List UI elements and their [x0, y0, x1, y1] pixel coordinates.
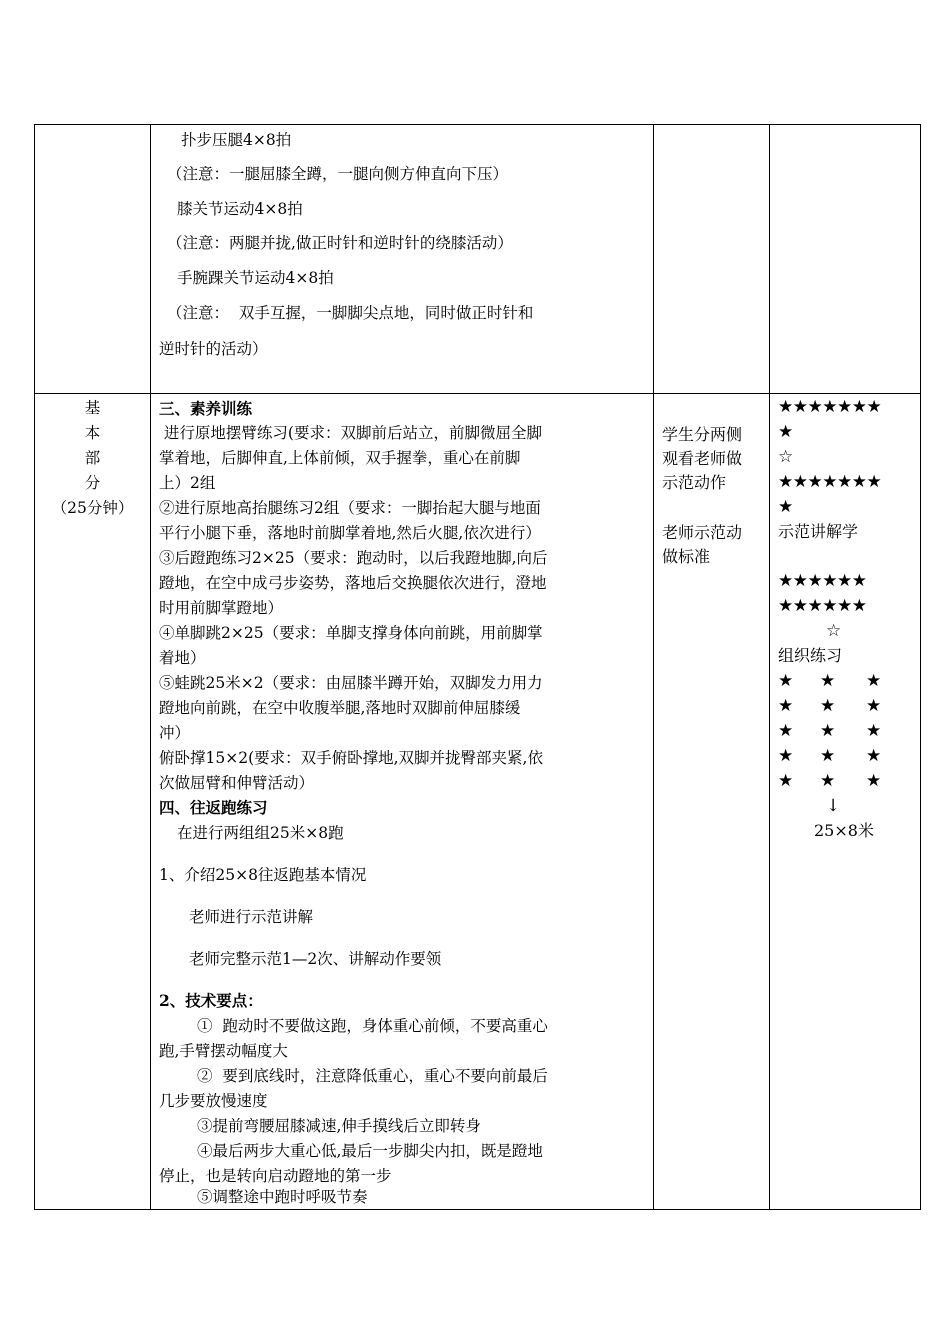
warmup-line-3: 膝关节运动4×8拍 [177, 200, 303, 218]
grid-row [778, 769, 881, 794]
student-line-3: 示范动作 [662, 473, 727, 492]
tech-line-7: 停止，也是转向启动蹬地的第一步 [159, 1167, 392, 1185]
warmup-line-4: （注意：两腿并拢,做正时针和逆时针的绕膝活动） [167, 234, 513, 252]
grid-star: ★ [778, 696, 794, 716]
grid-row [778, 669, 881, 694]
grid-row [778, 744, 881, 769]
tech-line-6: ④最后两步大重心低,最后一步脚尖内扣，既是蹬地 [197, 1142, 543, 1160]
formation-grid [778, 669, 881, 794]
train-line-9: ④单脚跳2×25（要求：单脚支撑身体向前跳，用前脚掌 [159, 624, 543, 642]
heading-literacy-training: 三、素养训练 [159, 399, 253, 418]
distance-label: 25×8米 [814, 821, 874, 840]
train-line-5: 平行小腿下垂，落地时前脚掌着地,然后火腿,依次进行） [159, 524, 541, 542]
section-label [35, 394, 150, 521]
warmup-student-cell [654, 125, 770, 394]
grid-star: ★ [778, 721, 794, 741]
basic-organization-cell [770, 394, 921, 1210]
train-line-4: ②进行原地高抬腿练习2组（要求：一脚抬起大腿与地面 [159, 499, 541, 517]
shuttle-intro: 在进行两组组25米×8跑 [177, 824, 344, 842]
warmup-organization-cell [770, 125, 921, 394]
section-duration: （25分钟） [51, 499, 134, 517]
basic-section-cell [35, 394, 151, 1210]
tech-heading: 2、技术要点： [159, 991, 263, 1010]
warmup-content-cell [151, 125, 654, 394]
teacher-line-2: 做标准 [662, 547, 711, 566]
train-line-14: 俯卧撑15×2(要求：双手俯卧撑地,双脚并拢臀部夹紧,依 [159, 749, 543, 767]
tech-line-5: ③提前弯腰屈膝减速,伸手摸线后立即转身 [197, 1117, 481, 1135]
train-line-12: 蹬地向前跳，在空中收腹举腿,落地时双脚前伸屈膝缓 [159, 699, 521, 717]
grid-star: ★ [866, 771, 882, 791]
train-line-10: 着地） [159, 649, 206, 667]
train-line-7: 蹬地，在空中成弓步姿势，落地后交换腿依次进行，澄地 [159, 574, 547, 592]
caption-demonstration: 示范讲解学 [778, 522, 859, 541]
basic-student-cell [654, 394, 770, 1210]
train-line-13: 冲） [159, 724, 191, 742]
demo-line-2: 老师完整示范1—2次、讲解动作要领 [189, 950, 442, 968]
warmup-line-7: 逆时针的活动） [159, 340, 268, 358]
grid-star: ★ [866, 721, 882, 741]
tech-line-2: 跑,手臂摆动幅度大 [159, 1042, 288, 1060]
grid-star: ★ [778, 771, 794, 791]
train-line-8: 时用前脚掌蹬地） [159, 599, 284, 617]
grid-star: ★ [820, 671, 836, 691]
section-label-char: 本 [84, 424, 101, 442]
warmup-line-2: （注意：一腿屈膝全蹲，一腿向侧方伸直向下压） [167, 165, 509, 183]
grid-star: ★ [820, 746, 836, 766]
warmup-line-5: 手腕踝关节运动4×8拍 [177, 269, 334, 287]
grid-star: ★ [820, 721, 836, 741]
grid-star: ★ [866, 671, 882, 691]
demo-line-1: 老师进行示范讲解 [189, 908, 314, 926]
tech-line-3: ② 要到底线时，注意降低重心，重心不要向前最后 [197, 1067, 548, 1085]
formation-row-4: ★★★★★★ [778, 596, 867, 616]
formation-row-2: ★★★★★★★ [778, 472, 882, 492]
tech-line-1: ① 跑动时不要做这跑，身体重心前倾，不要高重心 [197, 1017, 548, 1035]
formation-row-3: ★★★★★★ [778, 571, 867, 591]
warmup-section-cell [35, 125, 151, 394]
tech-line-4: 几步要放慢速度 [159, 1092, 268, 1110]
grid-star: ★ [866, 746, 882, 766]
formation-row-1-overflow: ★ [778, 422, 794, 442]
intro-item: 1、介绍25×8往返跑基本情况 [159, 866, 367, 884]
caption-organized-practice: 组织练习 [778, 646, 843, 665]
section-label-char: 部 [84, 449, 101, 467]
basic-row [35, 394, 921, 1210]
teacher-position-1: ☆ [778, 447, 794, 467]
formation-row-1: ★★★★★★★ [778, 397, 882, 417]
warmup-row [35, 125, 921, 394]
student-line-2: 观看老师做 [662, 449, 743, 468]
grid-star: ★ [820, 696, 836, 716]
warmup-line-1: 扑步压腿4×8拍 [181, 131, 292, 149]
teacher-position-2: ☆ [826, 621, 842, 641]
grid-star: ★ [866, 696, 882, 716]
train-line-1: 进行原地摆臂练习(要求：双脚前后站立，前脚微屈全脚 [159, 424, 542, 442]
student-line-1: 学生分两侧 [662, 425, 743, 444]
train-line-6: ③后蹬跑练习2×25（要求：跑动时，以后我蹬地脚,向后 [159, 549, 548, 567]
warmup-line-6: （注意： 双手互握，一脚脚尖点地，同时做正时针和 [167, 304, 534, 322]
grid-row [778, 694, 881, 719]
train-line-11: ⑤蛙跳25米×2（要求：由屈膝半蹲开始，双脚发力用力 [159, 674, 543, 692]
lesson-plan-table [34, 124, 921, 1210]
train-line-2: 掌着地，后脚伸直,上体前倾，双手握拳，重心在前脚 [159, 449, 521, 467]
section-label-char: 分 [84, 474, 101, 492]
teacher-line-1: 老师示范动 [662, 523, 743, 542]
grid-star: ★ [778, 671, 794, 691]
heading-shuttle-run: 四、往返跑练习 [159, 798, 268, 817]
direction-arrow: ↓ [826, 796, 841, 816]
basic-content-cell [151, 394, 654, 1210]
section-label-char: 基 [84, 399, 101, 417]
grid-row [778, 719, 881, 744]
tech-line-8: ⑤调整途中跑时呼吸节奏 [197, 1188, 368, 1206]
train-line-3: 上）2组 [159, 474, 216, 492]
train-line-15: 次做屈臂和伸臂活动） [159, 774, 315, 792]
formation-row-2-overflow: ★ [778, 497, 794, 517]
grid-star: ★ [820, 771, 836, 791]
grid-star: ★ [778, 746, 794, 766]
